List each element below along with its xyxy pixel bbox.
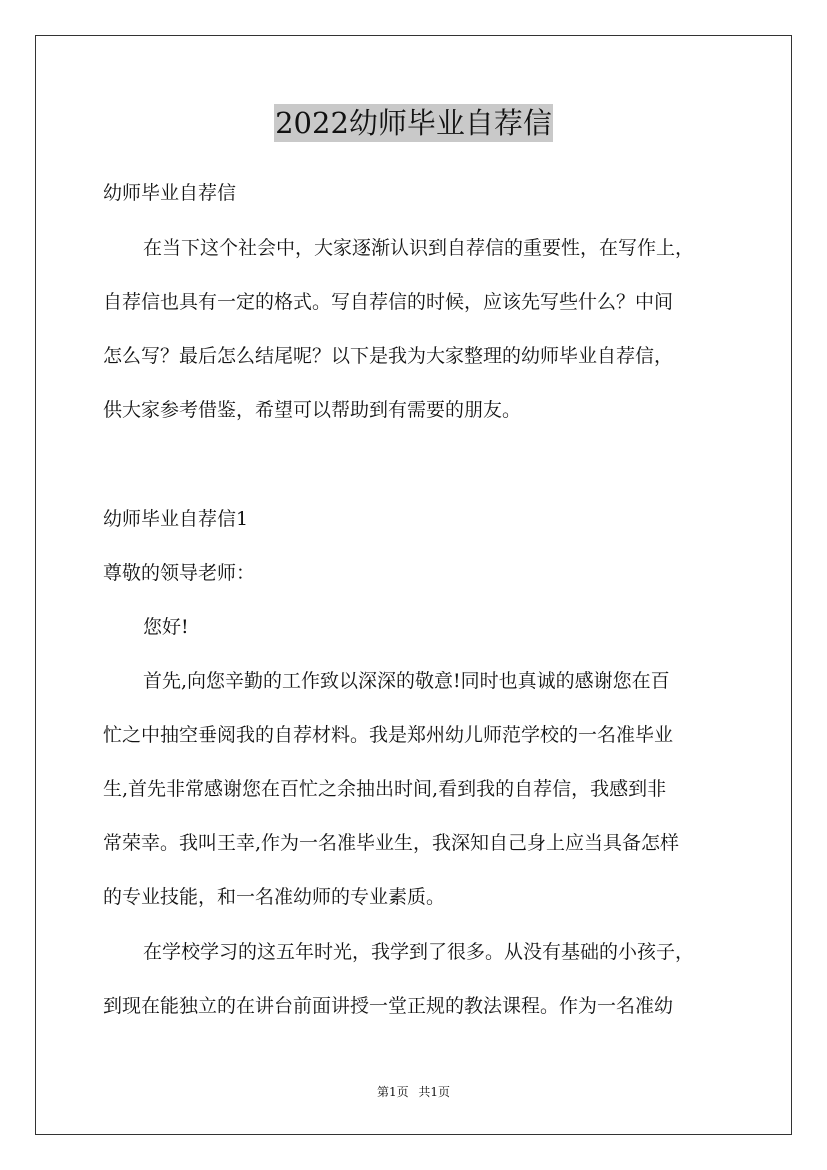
body-line: 生,首先非常感谢您在百忙之余抽出时间,看到我的自荐信，我感到非 [103,778,667,800]
greeting: 您好! [143,616,189,638]
body-line: 在学校学习的这五年时光，我学到了很多。从没有基础的小孩子， [143,941,695,963]
page-footer [0,1084,827,1100]
body-line: 的专业技能，和一名准幼师的专业素质。 [103,886,446,908]
intro-line: 自荐信也具有一定的格式。写自荐信的时候，应该先写些什么？中间 [103,291,674,313]
title-container [0,104,827,142]
document-title: 2022幼师毕业自荐信 [275,106,552,140]
page-total: 共1页 [418,1085,451,1099]
page-number: 第1页 [376,1085,409,1099]
intro-line: 在当下这个社会中，大家逐渐认识到自荐信的重要性，在写作上， [143,237,695,259]
body-line: 首先,向您辛勤的工作致以深深的敬意!同时也真诚的感谢您在百 [143,670,670,692]
body-line: 忙之中抽空垂阅我的自荐材料。我是郑州幼儿师范学校的一名准毕业 [103,724,674,746]
intro-line: 怎么写？最后怎么结尾呢？以下是我为大家整理的幼师毕业自荐信， [103,345,674,367]
body-line: 到现在能独立的在讲台前面讲授一堂正规的教法课程。作为一名准幼 [103,995,674,1017]
body-line: 常荣幸。我叫王幸,作为一名准毕业生，我深知自己身上应当具备怎样 [103,832,680,854]
intro-line: 供大家参考借鉴，希望可以帮助到有需要的朋友。 [103,399,522,421]
salutation: 尊敬的领导老师： [103,562,256,584]
document-heading: 幼师毕业自荐信 [103,182,237,204]
section-heading: 幼师毕业自荐信1 [103,508,249,530]
